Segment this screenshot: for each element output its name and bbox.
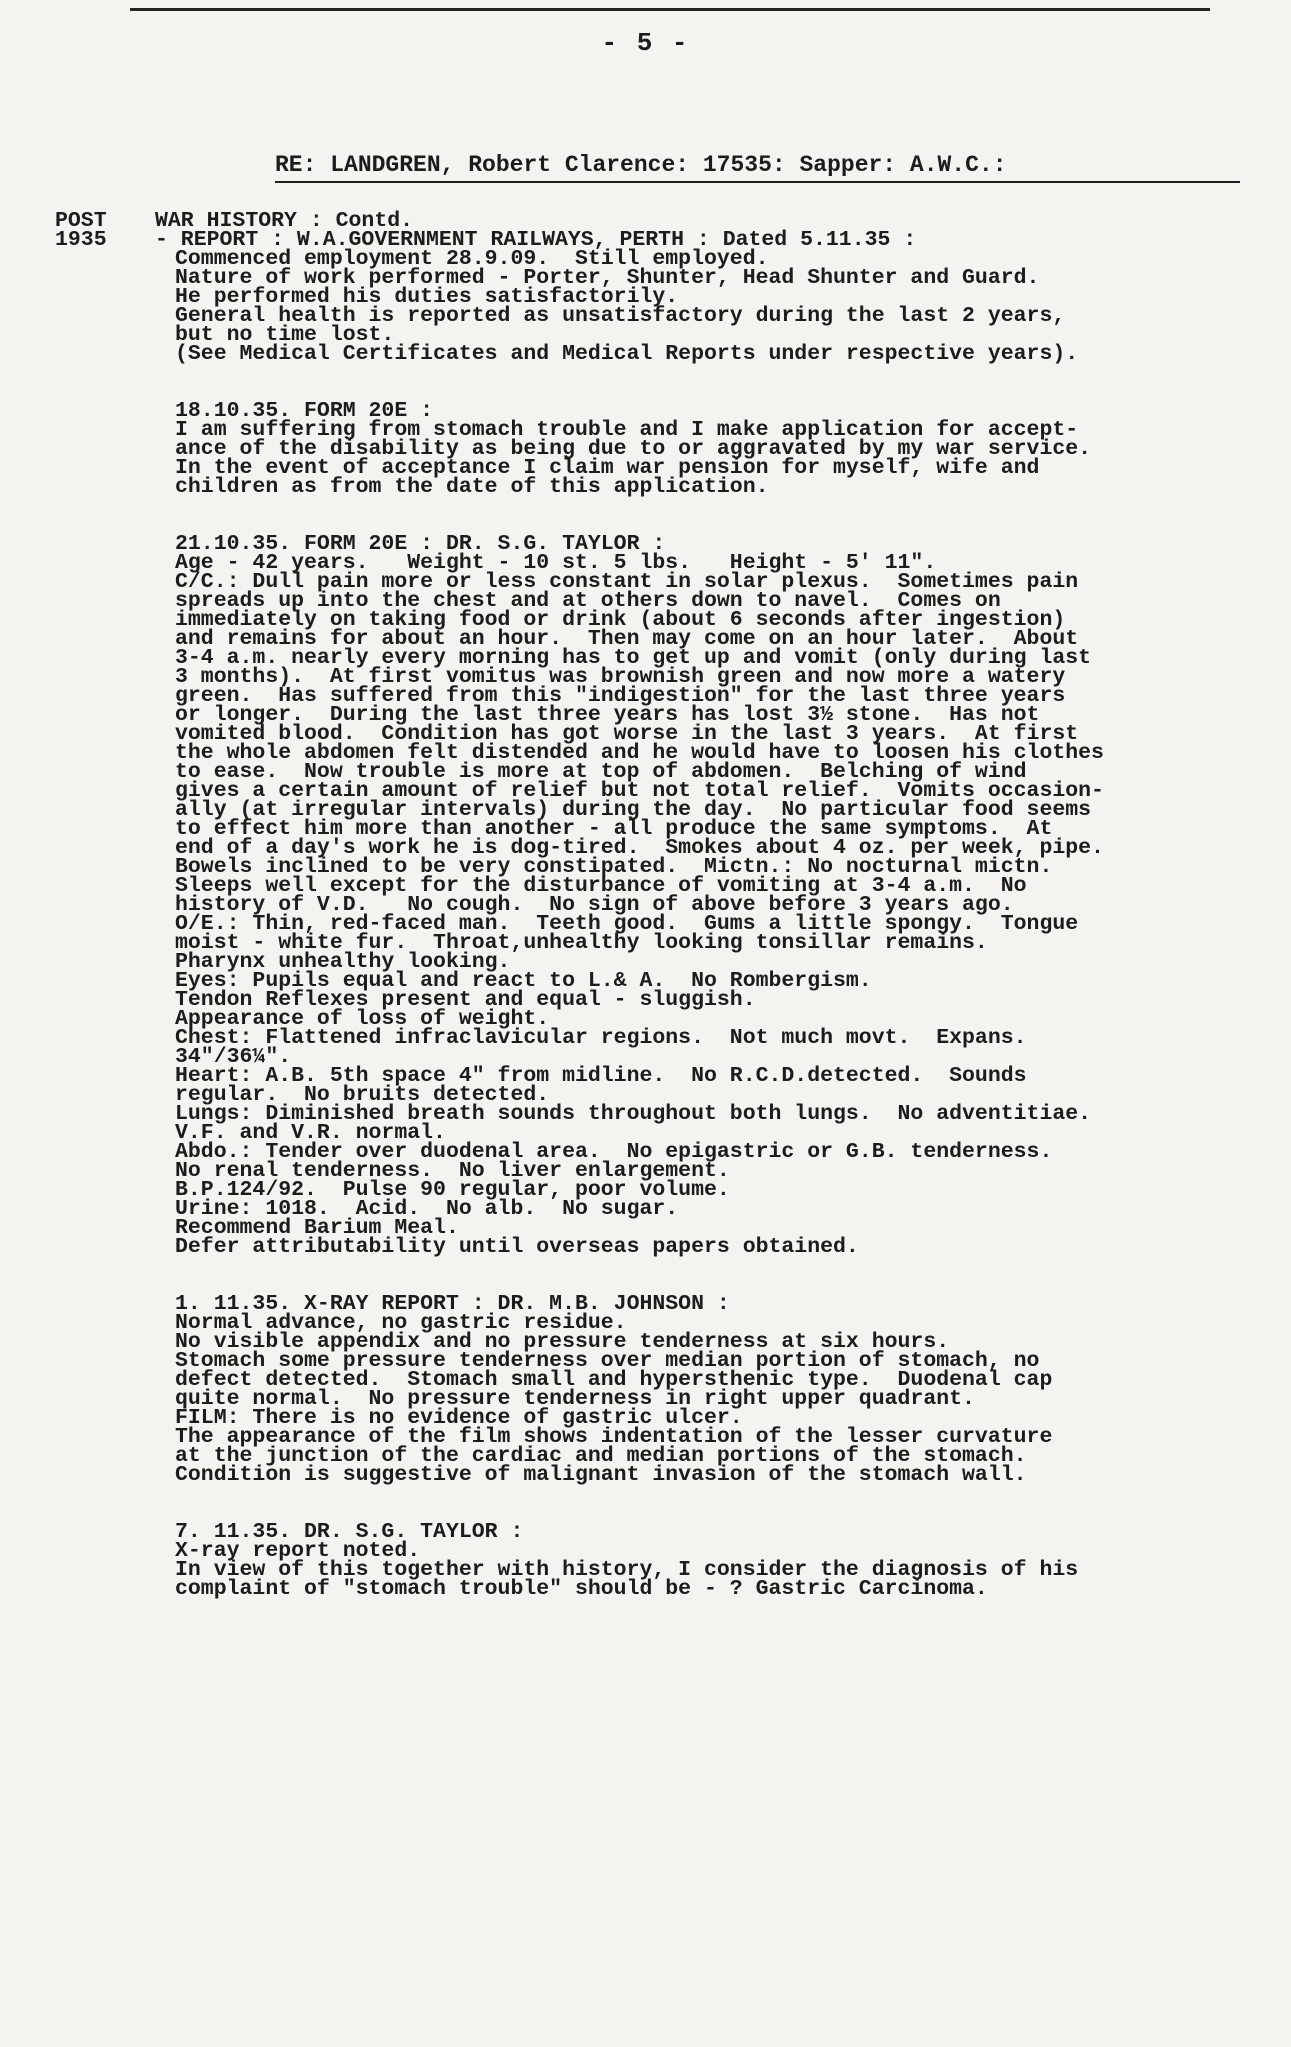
sections — [55, 364, 1255, 1599]
section-heading: 18.10.35. FORM 20E : — [175, 399, 434, 423]
section-line: Urine: 1018. Acid. No alb. No sugar. — [175, 1197, 679, 1221]
section-heading: 7. 11.35. DR. S.G. TAYLOR : — [175, 1520, 524, 1544]
post-war-lines — [55, 247, 1255, 366]
section-line: children as from the date of this application. — [175, 475, 769, 499]
section-line: green. Has suffered from this "indigestion" for the last three years — [175, 684, 1066, 708]
section-line: X-ray report noted. — [175, 1539, 421, 1563]
section-line: Chest: Flattened infraclavicular regions. Not much movt. Expans. — [175, 1026, 1027, 1050]
section-line: 3-4 a.m. nearly every morning has to get up and vomit (only during last — [175, 646, 1092, 670]
section-line: Normal advance, no gastric residue. — [175, 1311, 627, 1335]
section-line: at the junction of the cardiac and median portions of the stomach. — [175, 1444, 1027, 1468]
section-line: to ease. Now trouble is more at top of abdomen. Belching of wind — [175, 760, 1027, 784]
year-label: 1935 — [55, 228, 107, 252]
section-line: and remains for about an hour. Then may come on an hour later. About — [175, 627, 1079, 651]
section-heading: 21.10.35. FORM 20E : DR. S.G. TAYLOR : — [175, 532, 666, 556]
section-line: or longer. During the last three years has lost 3½ stone. Has not — [175, 703, 1040, 727]
section-line: Recommend Barium Meal. — [175, 1216, 459, 1240]
section-line: Heart: A.B. 5th space 4" from midline. No R.C.D.detected. Sounds — [175, 1064, 1027, 1088]
section-line: moist - white fur. Throat,unhealthy looking tonsillar remains. — [175, 931, 988, 955]
section-line: 34"/36¼". — [175, 1045, 292, 1069]
report-line: but no time lost. — [175, 323, 395, 347]
top-rule — [130, 8, 1210, 11]
section-line: C/C.: Dull pain more or less constant in solar plexus. Sometimes pain — [175, 570, 1079, 594]
section-line: Defer attributability until overseas papers obtained. — [175, 1235, 859, 1259]
section-line: defect detected. Stomach small and hypersthenic type. Duodenal cap — [175, 1368, 1053, 1392]
report-heading-text: - REPORT : W.A.GOVERNMENT RAILWAYS, PERTH : Dated 5.11.35 : — [155, 228, 917, 252]
re-line: RE: LANDGREN, Robert Clarence: 17535: Sapper: A.W.C.: — [275, 152, 1007, 178]
section-line: In the event of acceptance I claim war pension for myself, wife and — [175, 456, 1040, 480]
section-line: B.P.124/92. Pulse 90 regular, poor volume. — [175, 1178, 730, 1202]
section-line: The appearance of the film shows indentation of the lesser curvature — [175, 1425, 1053, 1449]
section-line: immediately on taking food or drink (about 6 seconds after ingestion) — [175, 608, 1066, 632]
section-line: quite normal. No pressure tenderness in right upper quadrant. — [175, 1387, 975, 1411]
report-line: Nature of work performed - Porter, Shunter, Head Shunter and Guard. — [175, 266, 1040, 290]
section-line: end of a day's work he is dog-tired. Smokes about 4 oz. per week, pipe. — [175, 836, 1104, 860]
document-body — [55, 209, 1255, 1601]
section-line: ance of the disability as being due to or aggravated by my war service. — [175, 437, 1092, 461]
section-line: complaint of "stomach trouble" should be - ? Gastric Carcinoma. — [175, 1577, 988, 1601]
section-line: Tendon Reflexes present and equal - sluggish. — [175, 988, 756, 1012]
section-line: Stomach some pressure tenderness over median portion of stomach, no — [175, 1349, 1040, 1373]
section-line: V.F. and V.R. normal. — [175, 1121, 446, 1145]
section-line: ally (at irregular intervals) during the day. No particular food seems — [175, 798, 1092, 822]
section-line: vomited blood. Condition has got worse in the last 3 years. At first — [175, 722, 1079, 746]
section-line: spreads up into the chest and at others down to navel. Comes on — [175, 589, 1001, 613]
report-line: He performed his duties satisfactorily. — [175, 285, 679, 309]
section-line: No renal tenderness. No liver enlargement. — [175, 1159, 730, 1183]
section-line: In view of this together with history, I consider the diagnosis of his — [175, 1558, 1079, 1582]
section-line: Abdo.: Tender over duodenal area. No epigastric or G.B. tenderness. — [175, 1140, 1053, 1164]
section-line: Lungs: Diminished breath sounds throughout both lungs. No adventitiae. — [175, 1102, 1092, 1126]
report-line: General health is reported as unsatisfactory during the last 2 years, — [175, 304, 1066, 328]
section-line: Age - 42 years. Weight - 10 st. 5 lbs. Height - 5' 11". — [175, 551, 937, 575]
page-number: - 5 - — [601, 28, 690, 58]
section-line: Bowels inclined to be very constipated. Mictn.: No nocturnal mictn. — [175, 855, 1053, 879]
post-label: POST — [55, 209, 107, 233]
section-line: history of V.D. No cough. No sign of above before 3 years ago. — [175, 893, 1014, 917]
section-line: No visible appendix and no pressure tenderness at six hours. — [175, 1330, 950, 1354]
section-line: regular. No bruits detected. — [175, 1083, 550, 1107]
section-line: Eyes: Pupils equal and react to L.& A. No Rombergism. — [175, 969, 872, 993]
section-line: 3 months). At first vomitus was brownish green and now more a watery — [175, 665, 1066, 689]
section-line: Condition is suggestive of malignant invasion of the stomach wall. — [175, 1463, 1027, 1487]
re-underline — [275, 181, 1240, 183]
section-heading: 1. 11.35. X-RAY REPORT : DR. M.B. JOHNSON : — [175, 1292, 730, 1316]
section-line: the whole abdomen felt distended and he would have to loosen his clothes — [175, 741, 1104, 765]
section-line: gives a certain amount of relief but not total relief. Vomits occasion- — [175, 779, 1104, 803]
section-line: O/E.: Thin, red-faced man. Teeth good. Gums a little spongy. Tongue — [175, 912, 1079, 936]
section-line: Sleeps well except for the disturbance of vomiting at 3-4 a.m. No — [175, 874, 1027, 898]
report-line: (See Medical Certificates and Medical Reports under respective years). — [175, 342, 1079, 366]
section-line: I am suffering from stomach trouble and I make application for accept- — [175, 418, 1079, 442]
report-line: Commenced employment 28.9.09. Still employed. — [175, 247, 769, 271]
section-line: FILM: There is no evidence of gastric ulcer. — [175, 1406, 743, 1430]
section-line: to effect him more than another - all produce the same symptoms. At — [175, 817, 1053, 841]
post-war-heading-text: WAR HISTORY : Contd. — [155, 209, 414, 233]
section-line: Pharynx unhealthy looking. — [175, 950, 511, 974]
section-line: Appearance of loss of weight. — [175, 1007, 550, 1031]
